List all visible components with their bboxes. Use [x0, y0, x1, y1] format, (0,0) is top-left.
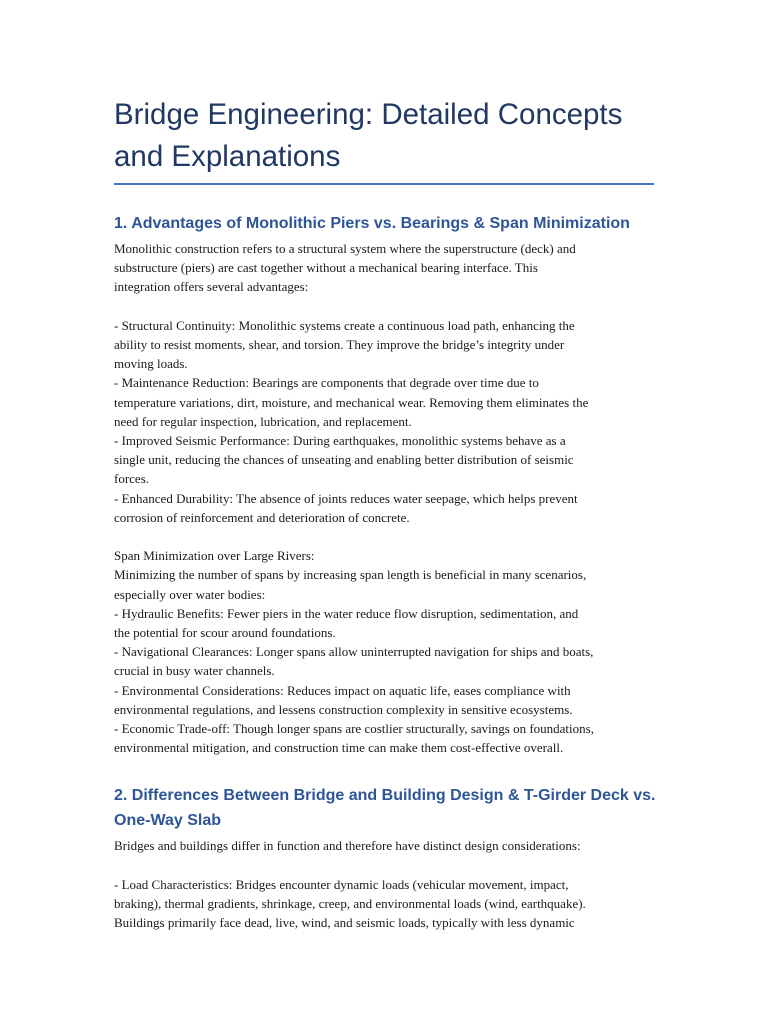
- text-line: forces.: [114, 471, 150, 487]
- blank-line: [114, 527, 654, 546]
- text-line: single unit, reducing the chances of unseating and enabling better distribution of seismic: [114, 452, 574, 468]
- section-2-heading: [114, 783, 654, 833]
- text-line: - Improved Seismic Performance: During earthquakes, monolithic systems behave as a: [114, 433, 566, 449]
- text-line: - Economic Trade-off: Though longer spans are costlier structurally, savings on foundations,: [114, 721, 594, 737]
- text-line: crucial in busy water channels.: [114, 663, 275, 679]
- text-line: substructure (piers) are cast together without a mechanical bearing interface. This: [114, 260, 538, 276]
- text-line: Bridges and buildings differ in function and therefore have distinct design considerations:: [114, 838, 581, 854]
- text-line: - Hydraulic Benefits: Fewer piers in the water reduce flow disruption, sedimentation, and: [114, 605, 579, 621]
- section-1-span-minimization: [114, 546, 654, 757]
- text-line: - Environmental Considerations: Reduces impact on aquatic life, eases compliance with: [114, 682, 571, 698]
- text-line: environmental regulations, and lessens construction complexity in sensitive ecosystems.: [114, 701, 573, 717]
- section-2-body: [114, 875, 654, 933]
- text-line: environmental mitigation, and construction time can make them cost-effective overall.: [114, 740, 564, 756]
- section-1-intro: [114, 239, 654, 297]
- text-line: Buildings primarily face dead, live, wind, and seismic loads, typically with less dynamic: [114, 915, 575, 931]
- text-line: braking), thermal gradients, shrinkage, creep, and environmental loads (wind, earthquake).: [114, 896, 586, 912]
- section-1-heading: [114, 211, 654, 236]
- text-line: - Maintenance Reduction: Bearings are components that degrade over time due to: [114, 375, 539, 391]
- text-line: the potential for scour around foundations.: [114, 625, 336, 641]
- section-2-intro: [114, 836, 654, 855]
- text-line: corrosion of reinforcement and deterioration of concrete.: [114, 509, 410, 525]
- document-title: [114, 94, 654, 185]
- heading-line: One-Way Slab: [114, 812, 221, 830]
- text-line: - Structural Continuity: Monolithic systems create a continuous load path, enhancing the: [114, 317, 575, 333]
- blank-line: [114, 856, 654, 875]
- text-line: temperature variations, dirt, moisture, and mechanical wear. Removing them eliminates the: [114, 394, 589, 410]
- text-line: especially over water bodies:: [114, 586, 266, 602]
- text-line: - Enhanced Durability: The absence of joints reduces water seepage, which helps prevent: [114, 490, 578, 506]
- blank-line: [114, 297, 654, 316]
- text-line: integration offers several advantages:: [114, 279, 309, 295]
- heading-line: 1. Advantages of Monolithic Piers vs. Bearings & Span Minimization: [114, 215, 630, 232]
- text-line: Minimizing the number of spans by increasing span length is beneficial in many scenarios,: [114, 567, 587, 583]
- text-line: Span Minimization over Large Rivers:: [114, 548, 315, 564]
- text-line: Monolithic construction refers to a structural system where the superstructure (deck) and: [114, 241, 576, 256]
- heading-line: 2. Differences Between Bridge and Building Design & T-Girder Deck vs.: [114, 787, 656, 805]
- title-line: and Explanations: [114, 140, 341, 173]
- text-line: - Navigational Clearances: Longer spans allow uninterrupted navigation for ships and boats,: [114, 644, 594, 660]
- title-line: Bridge Engineering: Detailed Concepts: [114, 98, 623, 131]
- text-line: moving loads.: [114, 356, 188, 372]
- text-line: need for regular inspection, lubrication, and replacement.: [114, 413, 412, 429]
- text-line: ability to resist moments, shear, and torsion. They improve the bridge’s integrity under: [114, 337, 565, 352]
- text-line: - Load Characteristics: Bridges encounter dynamic loads (vehicular movement, impact,: [114, 876, 569, 892]
- section-1-advantages-list: [114, 316, 654, 527]
